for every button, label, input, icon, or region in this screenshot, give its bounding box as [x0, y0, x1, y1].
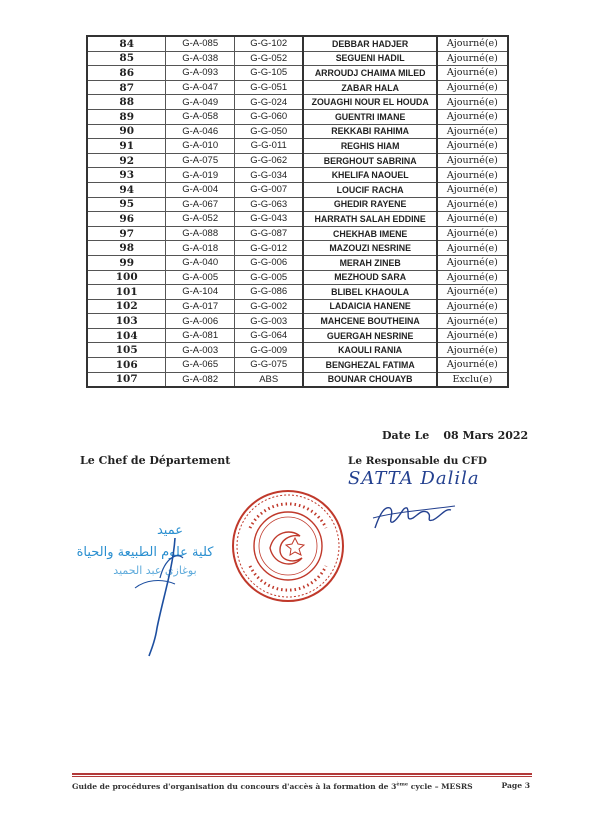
table-row — [87, 182, 508, 197]
chef-departement-label: Le Chef de Département — [80, 454, 231, 467]
rank-cell: 98 — [87, 241, 166, 256]
code-g-cell: G-G-064 — [234, 328, 303, 343]
code-a-cell: G-A-082 — [166, 372, 235, 387]
candidate-name-cell: BOUNAR CHOUAYB — [303, 372, 436, 387]
code-a-cell: G-A-104 — [166, 285, 235, 300]
table-row — [87, 314, 508, 329]
code-g-cell: G-G-051 — [234, 80, 303, 95]
rank-cell: 93 — [87, 168, 166, 183]
rank-cell: 97 — [87, 226, 166, 241]
code-a-cell: G-A-019 — [166, 168, 235, 183]
code-a-cell: G-A-040 — [166, 255, 235, 270]
rank-cell: 107 — [87, 372, 166, 387]
decision-cell: Ajourné(e) — [437, 168, 508, 183]
code-g-cell: ABS — [234, 372, 303, 387]
table-row — [87, 343, 508, 358]
table-row — [87, 95, 508, 110]
decision-cell: Ajourné(e) — [437, 212, 508, 227]
rank-cell: 105 — [87, 343, 166, 358]
decision-cell: Ajourné(e) — [437, 197, 508, 212]
table-row — [87, 51, 508, 66]
rank-cell: 106 — [87, 358, 166, 373]
table-row — [87, 285, 508, 300]
code-g-cell: G-G-062 — [234, 153, 303, 168]
code-a-cell: G-A-088 — [166, 226, 235, 241]
decision-cell: Ajourné(e) — [437, 153, 508, 168]
table-row — [87, 66, 508, 81]
code-a-cell: G-A-067 — [166, 197, 235, 212]
code-g-cell: G-G-012 — [234, 241, 303, 256]
candidate-name-cell: ZOUAGHI NOUR EL HOUDA — [303, 95, 436, 110]
rank-cell: 92 — [87, 153, 166, 168]
code-g-cell: G-G-050 — [234, 124, 303, 139]
candidate-name-cell: GHEDIR RAYENE — [303, 197, 436, 212]
rank-cell: 90 — [87, 124, 166, 139]
decision-cell: Ajourné(e) — [437, 270, 508, 285]
rank-cell: 94 — [87, 182, 166, 197]
code-a-cell: G-A-017 — [166, 299, 235, 314]
decision-cell: Ajourné(e) — [437, 358, 508, 373]
candidate-name-cell: REGHIS HIAM — [303, 139, 436, 154]
page-footer — [72, 781, 530, 791]
table-row — [87, 109, 508, 124]
footer-rule-thin — [72, 776, 532, 777]
rank-cell: 87 — [87, 80, 166, 95]
candidate-name-cell: MAHCENE BOUTHEINA — [303, 314, 436, 329]
candidate-name-cell: BLIBEL KHAOULA — [303, 285, 436, 300]
code-g-cell: G-G-005 — [234, 270, 303, 285]
table-row — [87, 226, 508, 241]
candidate-name-cell: SEGUENI HADIL — [303, 51, 436, 66]
table-row — [87, 372, 508, 387]
code-a-cell: G-A-081 — [166, 328, 235, 343]
code-a-cell: G-A-065 — [166, 358, 235, 373]
decision-cell: Ajourné(e) — [437, 343, 508, 358]
rank-cell: 99 — [87, 255, 166, 270]
rank-cell: 102 — [87, 299, 166, 314]
table-row — [87, 36, 508, 51]
candidate-name-cell: KHELIFA NAOUEL — [303, 168, 436, 183]
decision-cell: Ajourné(e) — [437, 255, 508, 270]
stamp-line-3: بوغازي عبد الحميد — [113, 564, 197, 577]
code-g-cell: G-G-002 — [234, 299, 303, 314]
decision-cell: Ajourné(e) — [437, 328, 508, 343]
candidate-name-cell: MAZOUZI NESRINE — [303, 241, 436, 256]
candidate-name-cell: GUERGAH NESRINE — [303, 328, 436, 343]
candidate-name-cell: HARRATH SALAH EDDINE — [303, 212, 436, 227]
code-a-cell: G-A-085 — [166, 36, 235, 51]
decision-cell: Exclu(e) — [437, 372, 508, 387]
candidate-name-cell: BERGHOUT SABRINA — [303, 153, 436, 168]
decision-cell: Ajourné(e) — [437, 226, 508, 241]
code-g-cell: G-G-060 — [234, 109, 303, 124]
code-g-cell: G-G-043 — [234, 212, 303, 227]
candidate-name-cell: BENGHEZAL FATIMA — [303, 358, 436, 373]
rank-cell: 95 — [87, 197, 166, 212]
rank-cell: 91 — [87, 139, 166, 154]
table-row — [87, 299, 508, 314]
footer-rule — [72, 773, 532, 775]
decision-cell: Ajourné(e) — [437, 124, 508, 139]
rank-cell: 100 — [87, 270, 166, 285]
candidate-name-cell: MEZHOUD SARA — [303, 270, 436, 285]
rank-cell: 84 — [87, 36, 166, 51]
code-a-cell: G-A-038 — [166, 51, 235, 66]
table-row — [87, 255, 508, 270]
candidate-name-cell: GUENTRI IMANE — [303, 109, 436, 124]
decision-cell: Ajourné(e) — [437, 182, 508, 197]
code-g-cell: G-G-086 — [234, 285, 303, 300]
code-a-cell: G-A-018 — [166, 241, 235, 256]
official-seal — [230, 488, 346, 604]
table-row — [87, 139, 508, 154]
code-a-cell: G-A-047 — [166, 80, 235, 95]
table-row — [87, 358, 508, 373]
decision-cell: Ajourné(e) — [437, 36, 508, 51]
decision-cell: Ajourné(e) — [437, 109, 508, 124]
rank-cell: 104 — [87, 328, 166, 343]
rank-cell: 96 — [87, 212, 166, 227]
candidate-name-cell: REKKABI RAHIMA — [303, 124, 436, 139]
results-table — [86, 35, 509, 388]
table-row — [87, 80, 508, 95]
rank-cell: 85 — [87, 51, 166, 66]
code-a-cell: G-A-046 — [166, 124, 235, 139]
table-row — [87, 212, 508, 227]
code-a-cell: G-A-005 — [166, 270, 235, 285]
table-row — [87, 328, 508, 343]
code-a-cell: G-A-049 — [166, 95, 235, 110]
code-a-cell: G-A-093 — [166, 66, 235, 81]
stamp-line-1: عميد — [156, 523, 184, 538]
candidate-name-cell: LADAICIA HANENE — [303, 299, 436, 314]
decision-cell: Ajourné(e) — [437, 51, 508, 66]
candidate-name-cell: ZABAR HALA — [303, 80, 436, 95]
rank-cell: 103 — [87, 314, 166, 329]
code-a-cell: G-A-010 — [166, 139, 235, 154]
responsable-cfd-label: Le Responsable du CFD — [348, 455, 487, 467]
handwritten-signature — [355, 488, 465, 530]
decision-cell: Ajourné(e) — [437, 66, 508, 81]
code-g-cell: G-G-003 — [234, 314, 303, 329]
decision-cell: Ajourné(e) — [437, 80, 508, 95]
table-row — [87, 168, 508, 183]
code-a-cell: G-A-075 — [166, 153, 235, 168]
code-a-cell: G-A-004 — [166, 182, 235, 197]
rank-cell: 86 — [87, 66, 166, 81]
code-a-cell: G-A-058 — [166, 109, 235, 124]
code-g-cell: G-G-105 — [234, 66, 303, 81]
code-a-cell: G-A-003 — [166, 343, 235, 358]
faculty-stamp — [65, 518, 215, 658]
code-g-cell: G-G-007 — [234, 182, 303, 197]
code-g-cell: G-G-011 — [234, 139, 303, 154]
table-row — [87, 241, 508, 256]
code-g-cell: G-G-052 — [234, 51, 303, 66]
page-number: Page 3 — [501, 781, 530, 790]
code-g-cell: G-G-009 — [234, 343, 303, 358]
table-row — [87, 153, 508, 168]
candidate-name-cell: KAOULI RANIA — [303, 343, 436, 358]
table-row — [87, 197, 508, 212]
table-row — [87, 270, 508, 285]
decision-cell: Ajourné(e) — [437, 285, 508, 300]
code-g-cell: G-G-034 — [234, 168, 303, 183]
code-a-cell: G-A-052 — [166, 212, 235, 227]
decision-cell: Ajourné(e) — [437, 139, 508, 154]
candidate-name-cell: CHEKHAB IMENE — [303, 226, 436, 241]
code-g-cell: G-G-075 — [234, 358, 303, 373]
footer-text: Guide de procédures d'organisation du concours d'accès à la formation de 3ème cycle – MESRS — [72, 781, 473, 791]
rank-cell: 101 — [87, 285, 166, 300]
rank-cell: 88 — [87, 95, 166, 110]
stamp-line-2: كلية علوم الطبيعة والحياة — [76, 545, 214, 560]
code-g-cell: G-G-102 — [234, 36, 303, 51]
code-g-cell: G-G-006 — [234, 255, 303, 270]
candidate-name-cell: ARROUDJ CHAIMA MILED — [303, 66, 436, 81]
code-g-cell: G-G-063 — [234, 197, 303, 212]
table-row — [87, 124, 508, 139]
decision-cell: Ajourné(e) — [437, 314, 508, 329]
code-g-cell: G-G-024 — [234, 95, 303, 110]
rank-cell: 89 — [87, 109, 166, 124]
candidate-name-cell: LOUCIF RACHA — [303, 182, 436, 197]
code-a-cell: G-A-006 — [166, 314, 235, 329]
date-line — [382, 429, 528, 442]
decision-cell: Ajourné(e) — [437, 95, 508, 110]
candidate-name-cell: DEBBAR HADJER — [303, 36, 436, 51]
date-label: Date Le — [382, 429, 430, 442]
decision-cell: Ajourné(e) — [437, 299, 508, 314]
date-value: 08 Mars 2022 — [443, 429, 529, 442]
candidate-name-cell: MERAH ZINEB — [303, 255, 436, 270]
decision-cell: Ajourné(e) — [437, 241, 508, 256]
responsable-signature-name: SATTA Dalila — [348, 468, 480, 489]
code-g-cell: G-G-087 — [234, 226, 303, 241]
